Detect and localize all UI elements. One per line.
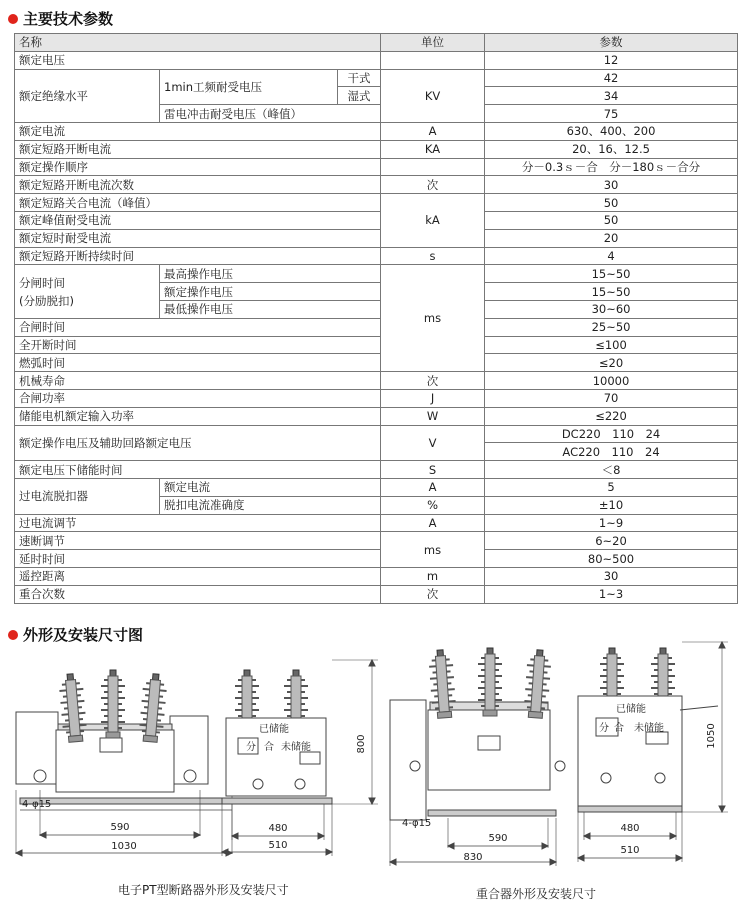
row-name: 遥控距离	[15, 567, 381, 585]
row-name: 速断调节	[15, 532, 381, 550]
row-value: 30	[485, 176, 738, 194]
table-row	[15, 247, 738, 265]
header-unit: 单位	[381, 34, 485, 52]
dim-510: 510	[268, 840, 288, 851]
table-row	[15, 51, 738, 69]
row-value: ≤100	[485, 336, 738, 354]
row-value: 630、400、200	[485, 122, 738, 140]
row-value: DC220 110 24	[485, 425, 738, 443]
row-name: 重合次数	[15, 585, 381, 603]
row-subname: 额定操作电压	[160, 283, 381, 301]
spec-table	[14, 33, 738, 604]
table-row	[15, 265, 738, 283]
table-row	[15, 514, 738, 532]
hole-label: 4-φ15	[22, 799, 52, 810]
row-subname: 干式	[338, 69, 381, 87]
row-unit	[381, 158, 485, 176]
row-value: 10000	[485, 372, 738, 390]
table-row	[15, 211, 738, 229]
row-subname: 最高操作电压	[160, 265, 381, 283]
row-value: 20、16、12.5	[485, 140, 738, 158]
table-row	[15, 532, 738, 550]
row-value: 15~50	[485, 265, 738, 283]
row-subname: 最低操作电压	[160, 300, 381, 318]
row-value: 15~50	[485, 283, 738, 301]
row-unit: A	[381, 514, 485, 532]
row-value: 分－0.3ｓ－合 分－180ｓ－合分	[485, 158, 738, 176]
row-name: 机械寿命	[15, 372, 381, 390]
row-value: 34	[485, 87, 738, 105]
row-name: 延时时间	[15, 550, 381, 568]
row-name: 额定短路关合电流（峰值）	[15, 194, 381, 212]
row-value: 1~9	[485, 514, 738, 532]
uncharged-label-recloser: 未储能	[634, 723, 664, 734]
dim-800: 800	[356, 734, 367, 754]
row-value: 6~20	[485, 532, 738, 550]
row-unit: V	[381, 425, 485, 461]
row-name: 额定绝缘水平	[15, 69, 160, 122]
drawing-pt-breaker-front	[16, 670, 232, 856]
uncharged-label: 未储能	[281, 742, 311, 753]
row-value: 70	[485, 389, 738, 407]
section-title-specs: 主要技术参数	[8, 8, 113, 29]
row-name: 额定操作顺序	[15, 158, 381, 176]
open-label: 分	[246, 742, 256, 753]
row-value: 42	[485, 69, 738, 87]
table-row	[15, 407, 738, 425]
bullet-dot-icon	[8, 630, 18, 640]
bullet-dot-icon	[8, 14, 18, 24]
dim-1030: 1030	[111, 841, 137, 852]
row-name: 额定操作电压及辅助回路额定电压	[15, 425, 381, 461]
table-row	[15, 550, 738, 568]
charged-label: 已储能	[259, 724, 289, 735]
row-unit: KA	[381, 140, 485, 158]
row-unit: 次	[381, 372, 485, 390]
table-row	[15, 140, 738, 158]
row-value: ≤20	[485, 354, 738, 372]
row-name: 储能电机额定输入功率	[15, 407, 381, 425]
table-row	[15, 194, 738, 212]
row-value: 30	[485, 567, 738, 585]
row-unit: 次	[381, 176, 485, 194]
row-name: 合闸时间	[15, 318, 381, 336]
row-value: 75	[485, 105, 738, 123]
row-name: 全开断时间	[15, 336, 381, 354]
row-value: 25~50	[485, 318, 738, 336]
table-header-row	[15, 34, 738, 52]
row-unit: %	[381, 496, 485, 514]
row-name: 额定短路开断持续时间	[15, 247, 381, 265]
header-name: 名称	[15, 34, 381, 52]
dim-1050: 1050	[706, 723, 717, 749]
dim-590: 590	[110, 822, 130, 833]
header-value: 参数	[485, 34, 738, 52]
table-row	[15, 176, 738, 194]
table-row	[15, 585, 738, 603]
row-name: 燃弧时间	[15, 354, 381, 372]
row-value: 50	[485, 194, 738, 212]
row-name: 额定电流	[15, 122, 381, 140]
row-subname: 湿式	[338, 87, 381, 105]
row-value: 80~500	[485, 550, 738, 568]
row-unit	[381, 51, 485, 69]
row-unit: W	[381, 407, 485, 425]
table-row	[15, 158, 738, 176]
dim-510-recloser: 510	[620, 845, 640, 856]
row-value: 20	[485, 229, 738, 247]
row-value: AC220 110 24	[485, 443, 738, 461]
row-subname: 脱扣电流准确度	[160, 496, 381, 514]
dim-480-recloser: 480	[620, 823, 640, 834]
row-name: 合闸功率	[15, 389, 381, 407]
row-unit: S	[381, 461, 485, 479]
row-unit: ms	[381, 265, 485, 372]
row-subname: 额定电流	[160, 478, 381, 496]
row-value: 1~3	[485, 585, 738, 603]
section-title-dimensions: 外形及安装尺寸图	[8, 624, 143, 645]
row-subname: 雷电冲击耐受电压（峰值）	[160, 105, 381, 123]
row-value: ±10	[485, 496, 738, 514]
row-unit: s	[381, 247, 485, 265]
drawing-recloser-front	[390, 648, 565, 866]
row-subname: 1min工频耐受电压	[160, 69, 338, 105]
close-label: 合	[264, 742, 274, 753]
row-value: 5	[485, 478, 738, 496]
row-unit: A	[381, 122, 485, 140]
caption-recloser: 重合器外形及安装尺寸	[476, 887, 597, 901]
row-value: ＜8	[485, 461, 738, 479]
row-value: ≤220	[485, 407, 738, 425]
table-row	[15, 336, 738, 354]
drawing-pt-breaker-side	[222, 660, 378, 856]
table-row	[15, 354, 738, 372]
charged-label-recloser: 已储能	[616, 704, 646, 715]
row-unit: A	[381, 478, 485, 496]
row-value: 12	[485, 51, 738, 69]
row-value: 30~60	[485, 300, 738, 318]
row-unit: kA	[381, 194, 485, 247]
table-row	[15, 122, 738, 140]
dim-830: 830	[463, 852, 483, 863]
table-row	[15, 229, 738, 247]
row-name: 过电流调节	[15, 514, 381, 532]
row-name: 额定电压	[15, 51, 381, 69]
row-name: 过电流脱扣器	[15, 478, 160, 514]
row-unit: KV	[381, 69, 485, 122]
row-unit: 次	[381, 585, 485, 603]
row-unit: m	[381, 567, 485, 585]
row-value: 50	[485, 211, 738, 229]
close-label-recloser: 合	[614, 723, 624, 734]
hole-label-recloser: 4-φ15	[402, 818, 432, 829]
row-name: 额定电压下储能时间	[15, 461, 381, 479]
row-name: 额定短路开断电流次数	[15, 176, 381, 194]
dim-480: 480	[268, 823, 288, 834]
row-name: 额定峰值耐受电流	[15, 211, 381, 229]
row-unit: J	[381, 389, 485, 407]
drawing-recloser-side	[578, 642, 728, 862]
row-name: 额定短时耐受电流	[15, 229, 381, 247]
table-row	[15, 69, 738, 87]
table-row	[15, 318, 738, 336]
table-row	[15, 372, 738, 390]
dimension-drawings	[0, 640, 745, 904]
table-row	[15, 478, 738, 496]
row-value: 4	[485, 247, 738, 265]
dim-590-recloser: 590	[488, 833, 508, 844]
row-unit: ms	[381, 532, 485, 568]
caption-pt-breaker: 电子PT型断路器外形及安装尺寸	[118, 883, 289, 897]
table-row	[15, 425, 738, 443]
row-name: 额定短路开断电流	[15, 140, 381, 158]
open-label-recloser: 分	[599, 723, 609, 734]
table-row	[15, 461, 738, 479]
table-row	[15, 567, 738, 585]
row-name: 分闸时间 (分励脱扣)	[15, 265, 160, 318]
table-row	[15, 389, 738, 407]
